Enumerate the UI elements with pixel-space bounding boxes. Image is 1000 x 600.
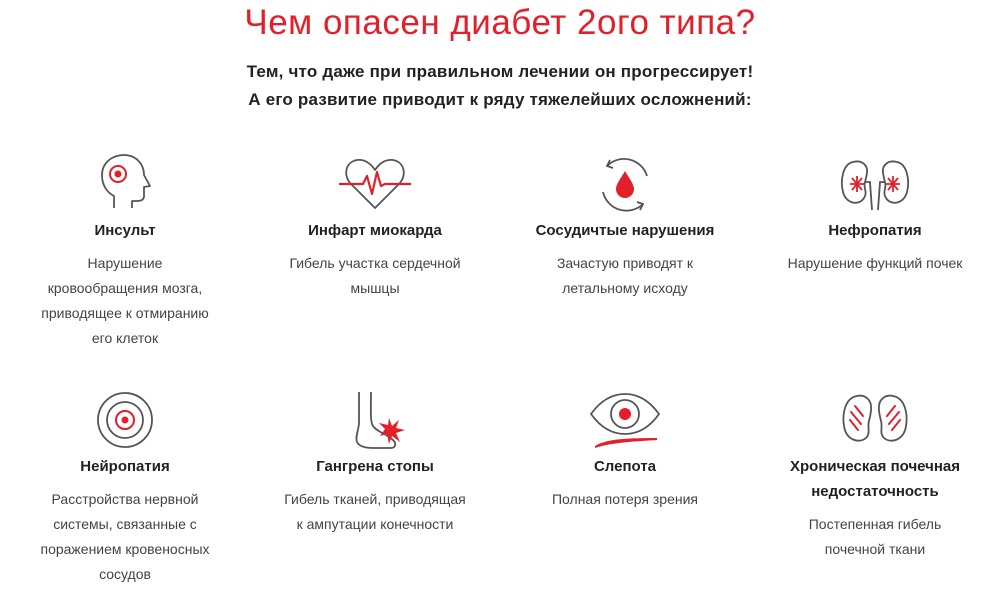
complication-chronic-renal-failure (750, 388, 1000, 562)
complication-name: Нейропатия (80, 458, 170, 475)
complication-name: Инфарт миокарда (308, 222, 442, 239)
foot-gangrene-icon (337, 388, 413, 454)
heart-pulse-icon (337, 152, 413, 218)
subtitle-line-1: Тем, что даже при правильном лечении он прогрессирует! (246, 62, 754, 81)
kidneys-icon (837, 152, 913, 218)
page-title: Чем опасен диабет 2ого типа? (244, 3, 756, 42)
complication-desc: Гибель тканей, приводящая к ампутации конечности (284, 491, 466, 532)
complication-name: Сосудичтые нарушения (535, 222, 715, 239)
target-nerve-icon (87, 388, 163, 454)
eye-icon (587, 388, 663, 454)
complication-desc: Нарушение функций почек (787, 255, 963, 271)
kidneys-damaged-icon (837, 388, 913, 454)
head-brain-icon (87, 152, 163, 218)
complication-desc: Постепенная гибель почечной ткани (808, 516, 942, 557)
complication-name: Нефропатия (828, 222, 922, 239)
complication-desc: Зачастую приводят к летальному исходу (556, 255, 694, 296)
complication-stroke (0, 152, 250, 351)
complication-desc: Нарушение кровообращения мозга, приводящее к отмиранию его клеток (41, 255, 209, 346)
complication-nephropathy (750, 152, 1000, 276)
complication-desc: Гибель участка сердечной мышцы (289, 255, 461, 296)
complication-desc: Расстройства нервной системы, связанные с поражением кровеносных сосудов (40, 491, 210, 582)
page-subtitle (0, 58, 1000, 114)
blood-drop-cycle-icon (587, 152, 663, 218)
complication-foot-gangrene (250, 388, 500, 537)
complication-desc: Полная потеря зрения (551, 491, 699, 507)
complication-blindness (500, 388, 750, 512)
complication-vascular (500, 152, 750, 301)
subtitle-line-2: А его развитие приводит к ряду тяжелейших осложнений: (248, 90, 752, 109)
complication-name: Инсульт (94, 222, 156, 239)
complication-heart-attack (250, 152, 500, 301)
complication-name: Хроническая почечная недостаточность (790, 458, 960, 500)
complication-name: Слепота (593, 458, 657, 475)
complication-name: Гангрена стопы (316, 458, 434, 475)
complication-neuropathy (0, 388, 250, 587)
